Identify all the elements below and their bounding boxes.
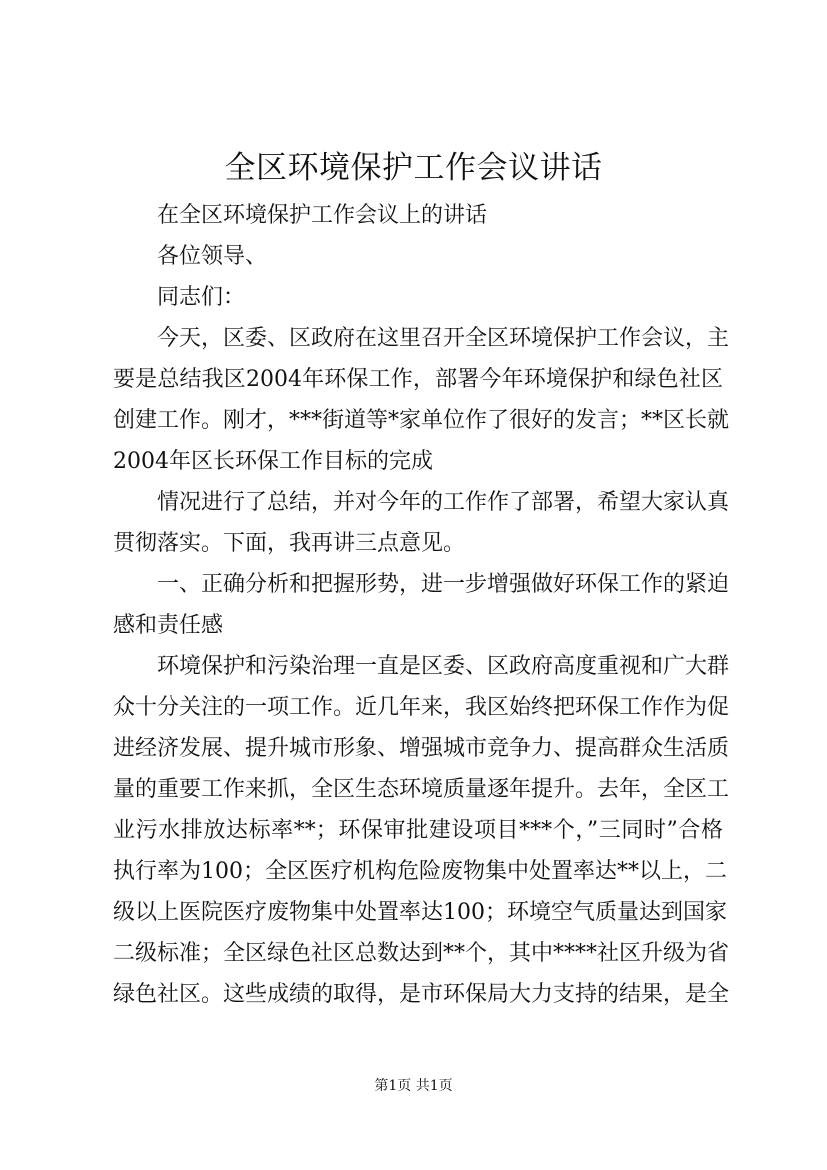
body-line: 要是总结我区2004年环保工作，部署今年环境保护和绿色社区	[113, 367, 723, 392]
body-line: 进经济发展、提升城市形象、增强城市竞争力、提高群众生活质	[113, 736, 730, 761]
body-line: 众十分关注的一项工作。近几年来，我区始终把环保工作作为促	[113, 695, 730, 720]
body-line: 情况进行了总结，并对今年的工作作了部署，希望大家认真	[157, 490, 730, 515]
body-line: 创建工作。刚才，***街道等*家单位作了很好的发言；**区长就	[113, 408, 730, 433]
body-line: 在全区环境保护工作会议上的讲话	[157, 203, 488, 228]
body-line: 今天，区委、区政府在这里召开全区环境保护工作会议，主	[157, 326, 730, 351]
body-line: 各位领导、	[157, 244, 268, 269]
body-line: 感和责任感	[113, 613, 224, 638]
document-body	[113, 195, 730, 1015]
body-line: 同志们：	[157, 285, 246, 310]
body-line: 执行率为100；全区医疗机构危险废物集中处置率达**以上，二	[113, 859, 727, 884]
body-line: 二级标准；全区绿色社区总数达到**个，其中****社区升级为省	[113, 941, 730, 966]
body-line: 量的重要工作来抓，全区生态环境质量逐年提升。去年，全区工	[113, 777, 730, 802]
body-line: 环境保护和污染治理一直是区委、区政府高度重视和广大群	[157, 654, 730, 679]
body-line: 2004年区长环保工作目标的完成	[113, 449, 433, 474]
page-footer: 第1页 共1页	[374, 1078, 453, 1094]
body-line: 一、正确分析和把握形势，进一步增强做好环保工作的紧迫	[157, 572, 730, 597]
body-line: 绿色社区。这些成绩的取得，是市环保局大力支持的结果，是全	[113, 982, 730, 1007]
document-title: 全区环境保护工作会议讲话	[224, 150, 603, 186]
body-line: 级以上医院医疗废物集中处置率达100；环境空气质量达到国家	[113, 900, 727, 925]
body-line: 贯彻落实。下面，我再讲三点意见。	[113, 531, 466, 556]
body-line: 业污水排放达标率**；环保审批建设项目***个，”三同时”合格	[113, 818, 723, 843]
